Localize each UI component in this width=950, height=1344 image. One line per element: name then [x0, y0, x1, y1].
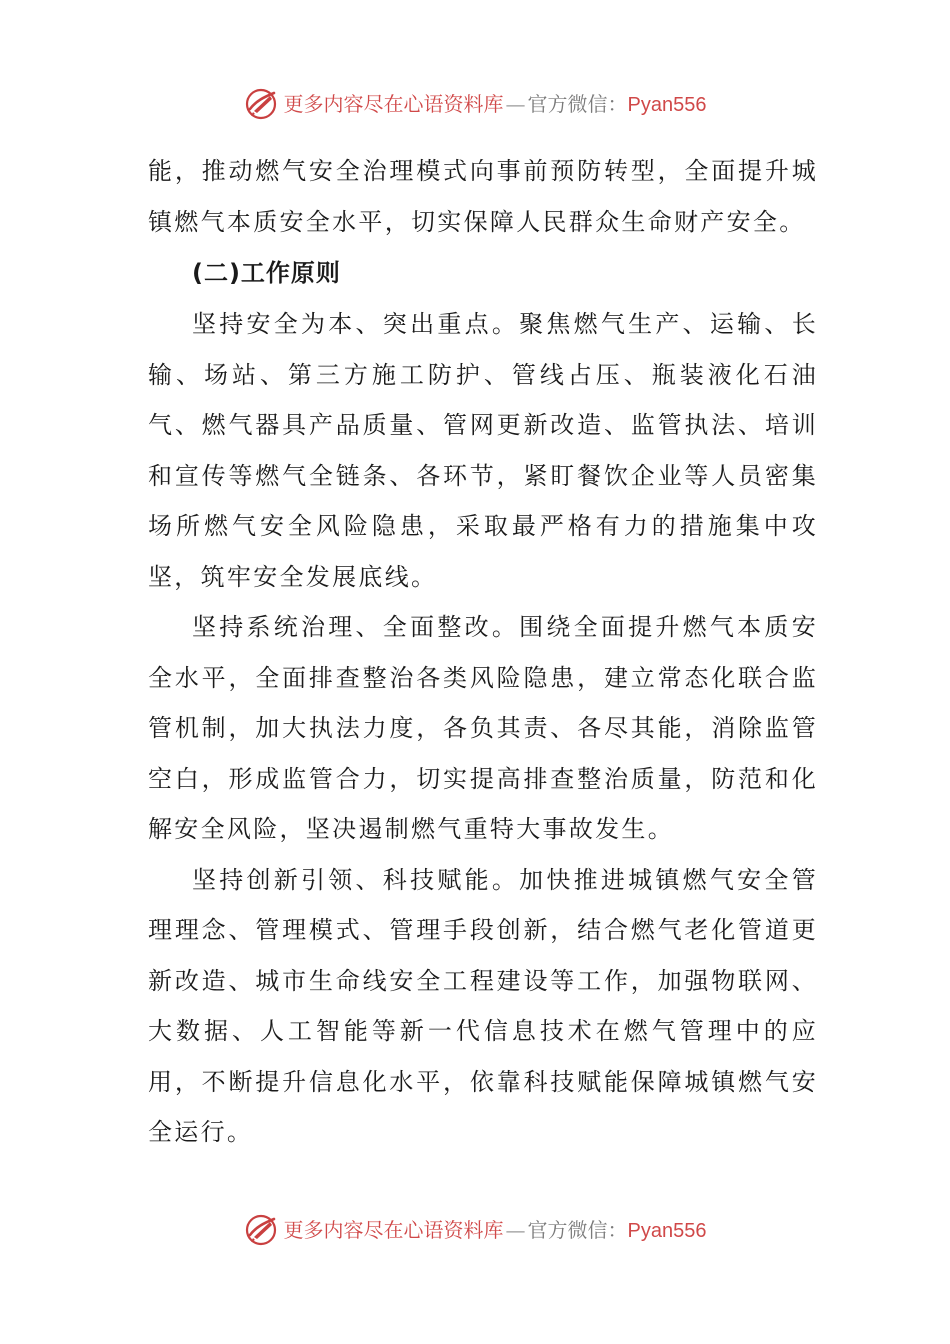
- watermark-dash: —: [505, 1217, 526, 1242]
- document-body: [148, 146, 818, 1158]
- watermark-wechat-id: Pyan556: [627, 1219, 707, 1242]
- pen-logo-icon: [244, 87, 278, 121]
- header-watermark: [0, 82, 950, 126]
- watermark-wechat-label: 官方微信：: [527, 91, 628, 116]
- continuation-paragraph: 能，推动燃气安全治理模式向事前预防转型，全面提升城镇燃气本质安全水平，切实保障人民群众生命财产安全。: [148, 157, 818, 236]
- pen-logo-icon: [244, 1213, 278, 1247]
- principle-paragraph-1: 坚持安全为本、突出重点。聚焦燃气生产、运输、长输、场站、第三方施工防护、管线占压、瓶装液化石油气、燃气器具产品质量、管网更新改造、监管执法、培训和宣传等燃气全链条、各环节，紧盯餐饮企业等人员密集场所燃气安全风险隐患，采取最严格有力的措施集中攻坚，筑牢安全发展底线。: [148, 310, 818, 591]
- watermark-wechat-label: 官方微信：: [527, 1217, 628, 1242]
- watermark-dash: —: [505, 91, 526, 116]
- watermark-text: [283, 1217, 707, 1242]
- watermark-site: 更多内容尽在心语资料库: [283, 91, 504, 116]
- principle-paragraph-2: 坚持系统治理、全面整改。围绕全面提升燃气本质安全水平，全面排查整治各类风险隐患，建立常态化联合监管机制，加大执法力度，各负其责、各尽其能，消除监管空白，形成监管合力，切实提高排查整治质量，防范和化解安全风险，坚决遏制燃气重特大事故发生。: [148, 613, 818, 843]
- watermark-site: 更多内容尽在心语资料库: [283, 1217, 504, 1242]
- watermark-wechat-id: Pyan556: [627, 93, 707, 116]
- section-heading: (二)工作原则: [192, 259, 341, 287]
- principle-paragraph-3: 坚持创新引领、科技赋能。加快推进城镇燃气安全管理理念、管理模式、管理手段创新，结合燃气老化管道更新改造、城市生命线安全工程建设等工作，加强物联网、大数据、人工智能等新一代信息技术在燃气管理中的应用，不断提升信息化水平，依靠科技赋能保障城镇燃气安全运行。: [148, 865, 818, 1146]
- footer-watermark: [0, 1208, 950, 1252]
- watermark-text: [283, 91, 707, 116]
